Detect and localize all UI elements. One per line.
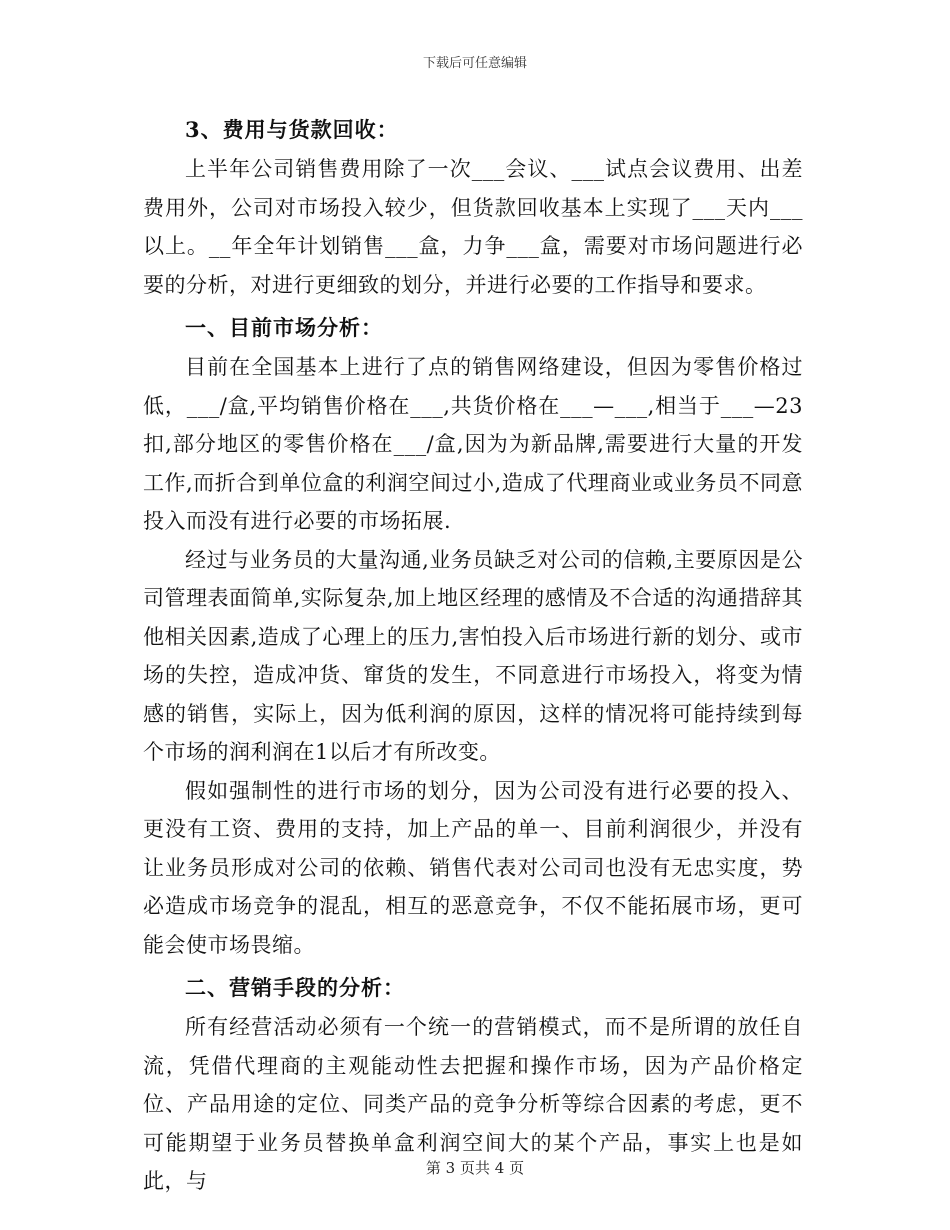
page-footer: 第 3 页共 4 页 [425,1159,525,1177]
paragraph-market-3: 假如强制性的进行市场的划分，因为公司没有进行必要的投入、更没有工资、费用的支持，加上产品的单一、目前利润很少，并没有让业务员形成对公司的依赖、销售代表对公司司也没有无忠实度，势必造成市场竞争的混乱，相互的恶意竞争，不仅不能拓展市场，更可能会使市场畏缩。 [143,778,803,957]
section-heading-fees: 3、费用与货款回收： [185,117,399,142]
section-heading-market-analysis: 一、目前市场分析： [185,315,383,340]
paragraph-market-1: 目前在全国基本上进行了点的销售网络建设，但因为零售价格过低，___/盒,平均销售价格在___,共货价格在___—___,相当于___—23扣,部分地区的零售价格在___/盒,因为为新品牌,需要进行大量的开发工作,而折合到单位盒的利润空间过小,造成了代理商业或业务员不同意投入而没有进行必要的市场拓展. [143,355,803,533]
section-heading-marketing-means: 二、营销手段的分析： [185,975,405,1000]
document-body [143,106,803,1201]
paragraph-marketing-1: 所有经营活动必须有一个统一的营销模式，而不是所谓的放任自流，凭借代理商的主观能动性去把握和操作市场，因为产品价格定位、产品用途的定位、同类产品的竞争分析等综合因素的考虑，更不可能期望于业务员替换单盒利润空间大的某个产品，事实上也是如此，与 [143,1015,803,1193]
paragraph-market-2: 经过与业务员的大量沟通,业务员缺乏对公司的信赖,主要原因是公司管理表面简单,实际复杂,加上地区经理的感情及不合适的沟通措辞其他相关因素,造成了心理上的压力,害怕投入后市场进行新的划分、或市场的失控，造成冲货、窜货的发生，不同意进行市场投入，将变为情感的销售，实际上，因为低利润的原因，这样的情况将可能持续到每个市场的润利润在1以后才有所改变。 [143,547,803,764]
page-header: 下载后可任意编辑 [422,56,527,71]
paragraph-fees-1: 上半年公司销售费用除了一次___会议、___试点会议费用、出差费用外，公司对市场投入较少，但货款回收基本上实现了___天内___以上。__年全年计划销售___盒，力争___盒，需要对市场问题进行必要的分析，对进行更细致的划分，并进行必要的工作指导和要求。 [143,157,803,297]
